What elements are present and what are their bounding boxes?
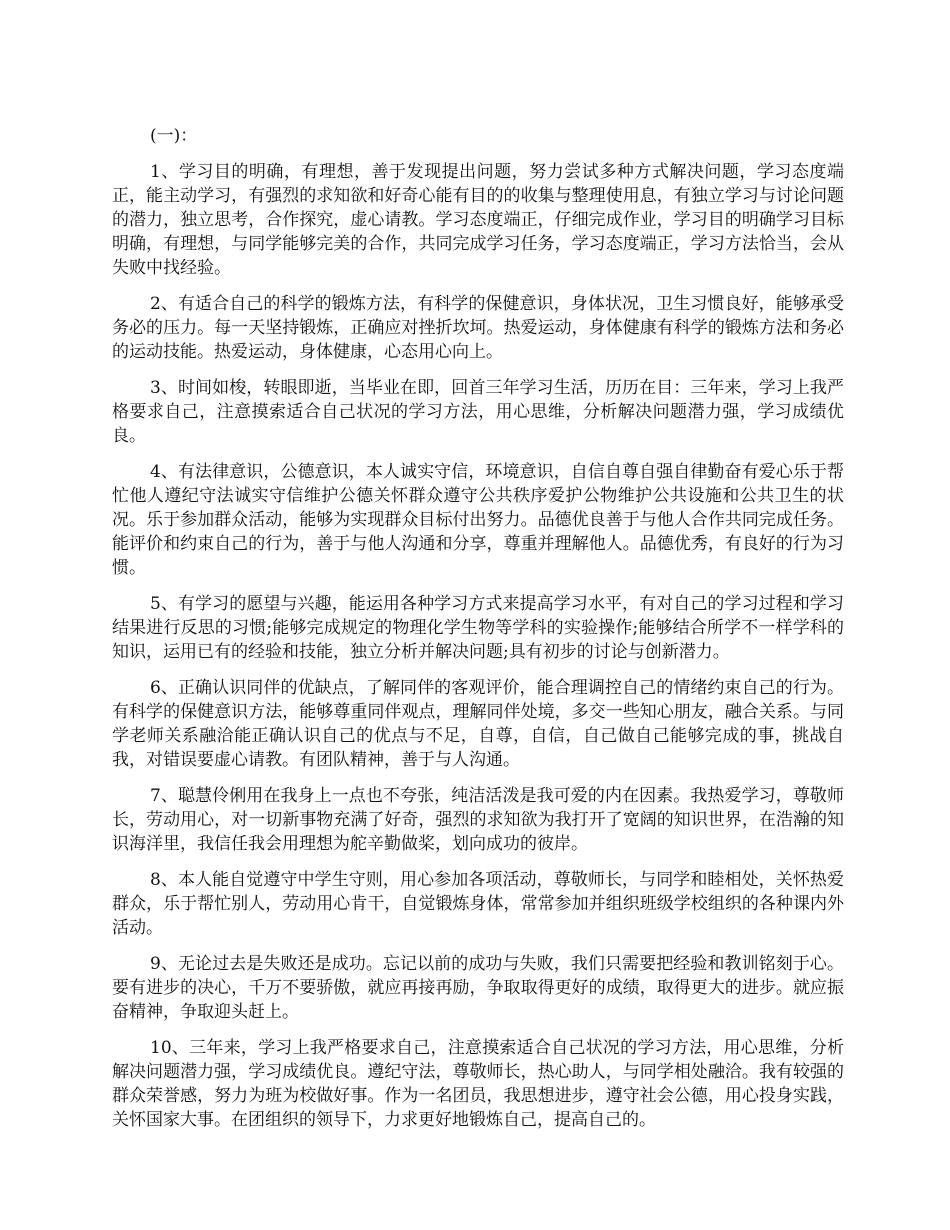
paragraph-10: 10、三年来，学习上我严格要求自己，注意摸索适合自己状况的学习方法，用心思维，分析解决问题潜力强，学习成绩优良。遵纪守法，尊敬师长，热心助人，与同学相处融洽。我有较强的群众荣誉感，努力为班为校做好事。作为一名团员，我思想进步，遵守社会公德，用心投身实践，关怀国家大事。在团组织的领导下，力求更好地锻炼自己，提高自己的。 [112, 1038, 844, 1130]
paragraph-5: 5、有学习的愿望与兴趣，能运用各种学习方式来提高学习水平，有对自己的学习过程和学习结果进行反思的习惯;能够完成规定的物理化学生物等学科的实验操作;能够结合所学不一样学科的知识，运用已有的经验和技能，独立分析并解决问题;具有初步的讨论与创新潜力。 [112, 594, 844, 662]
paragraph-8: 8、本人能自觉遵守中学生守则，用心参加各项活动，尊敬师长，与同学和睦相处，关怀热爱群众，乐于帮忙别人，劳动用心肯干，自觉锻炼身体，常常参加并组织班级学校组织的各种课内外活动。 [112, 870, 844, 938]
paragraph-9: 9、无论过去是失败还是成功。忘记以前的成功与失败，我们只需要把经验和教训铭刻于心。要有进步的决心，千万不要骄傲，就应再接再励，争取取得更好的成绩，取得更大的进步。就应振奋精神，争取迎头赶上。 [112, 954, 844, 1022]
paragraph-6: 6、正确认识同伴的优缺点，了解同伴的客观评价，能合理调控自己的情绪约束自己的行为。有科学的保健意识方法，能够尊重同伴观点，理解同伴处境，多交一些知心朋友，融合关系。与同学老师关系融洽能正确认识自己的优点与不足，自尊，自信，自己做自己能够完成的事，挑战自我，对错误要虚心请教。有团队精神，善于与人沟通。 [112, 678, 844, 770]
paragraph-1: 1、学习目的明确，有理想，善于发现提出问题，努力尝试多种方式解决问题，学习态度端正，能主动学习，有强烈的求知欲和好奇心能有目的的收集与整理使用息，有独立学习与讨论问题的潜力，独立思考，合作探究，虚心请教。学习态度端正，仔细完成作业，学习目的明确学习目标明确，有理想，与同学能够完美的合作，共同完成学习任务，学习态度端正，学习方法恰当，会从失败中找经验。 [112, 162, 844, 278]
paragraph-2: 2、有适合自己的科学的锻炼方法，有科学的保健意识，身体状况，卫生习惯良好，能够承受务必的压力。每一天坚持锻炼，正确应对挫折坎坷。热爱运动，身体健康有科学的锻炼方法和务必的运动技能。热爱运动，身体健康，心态用心向上。 [112, 294, 844, 362]
paragraph-7: 7、聪慧伶俐用在我身上一点也不夸张，纯洁活泼是我可爱的内在因素。我热爱学习，尊敬师长，劳动用心，对一切新事物充满了好奇，强烈的求知欲为我打开了宽阔的知识世界，在浩瀚的知识海洋里，我信任我会用理想为舵辛勤做桨，划向成功的彼岸。 [112, 786, 844, 854]
paragraph-4: 4、有法律意识，公德意识，本人诚实守信，环境意识，自信自尊自强自律勤奋有爱心乐于帮忙他人遵纪守法诚实守信维护公德关怀群众遵守公共秩序爱护公物维护公共设施和公共卫生的状况。乐于参加群众活动，能够为实现群众目标付出努力。品德优良善于与他人合作共同完成任务。能评价和约束自己的行为，善于与他人沟通和分享，尊重并理解他人。品德优秀，有良好的行为习惯。 [112, 462, 844, 578]
paragraph-3: 3、时间如梭，转眼即逝，当毕业在即，回首三年学习生活，历历在目：三年来，学习上我严格要求自己，注意摸索适合自己状况的学习方法，用心思维，分析解决问题潜力强，学习成绩优良。 [112, 378, 844, 446]
section-heading: (一)： [150, 126, 198, 146]
document-body [112, 124, 844, 1144]
